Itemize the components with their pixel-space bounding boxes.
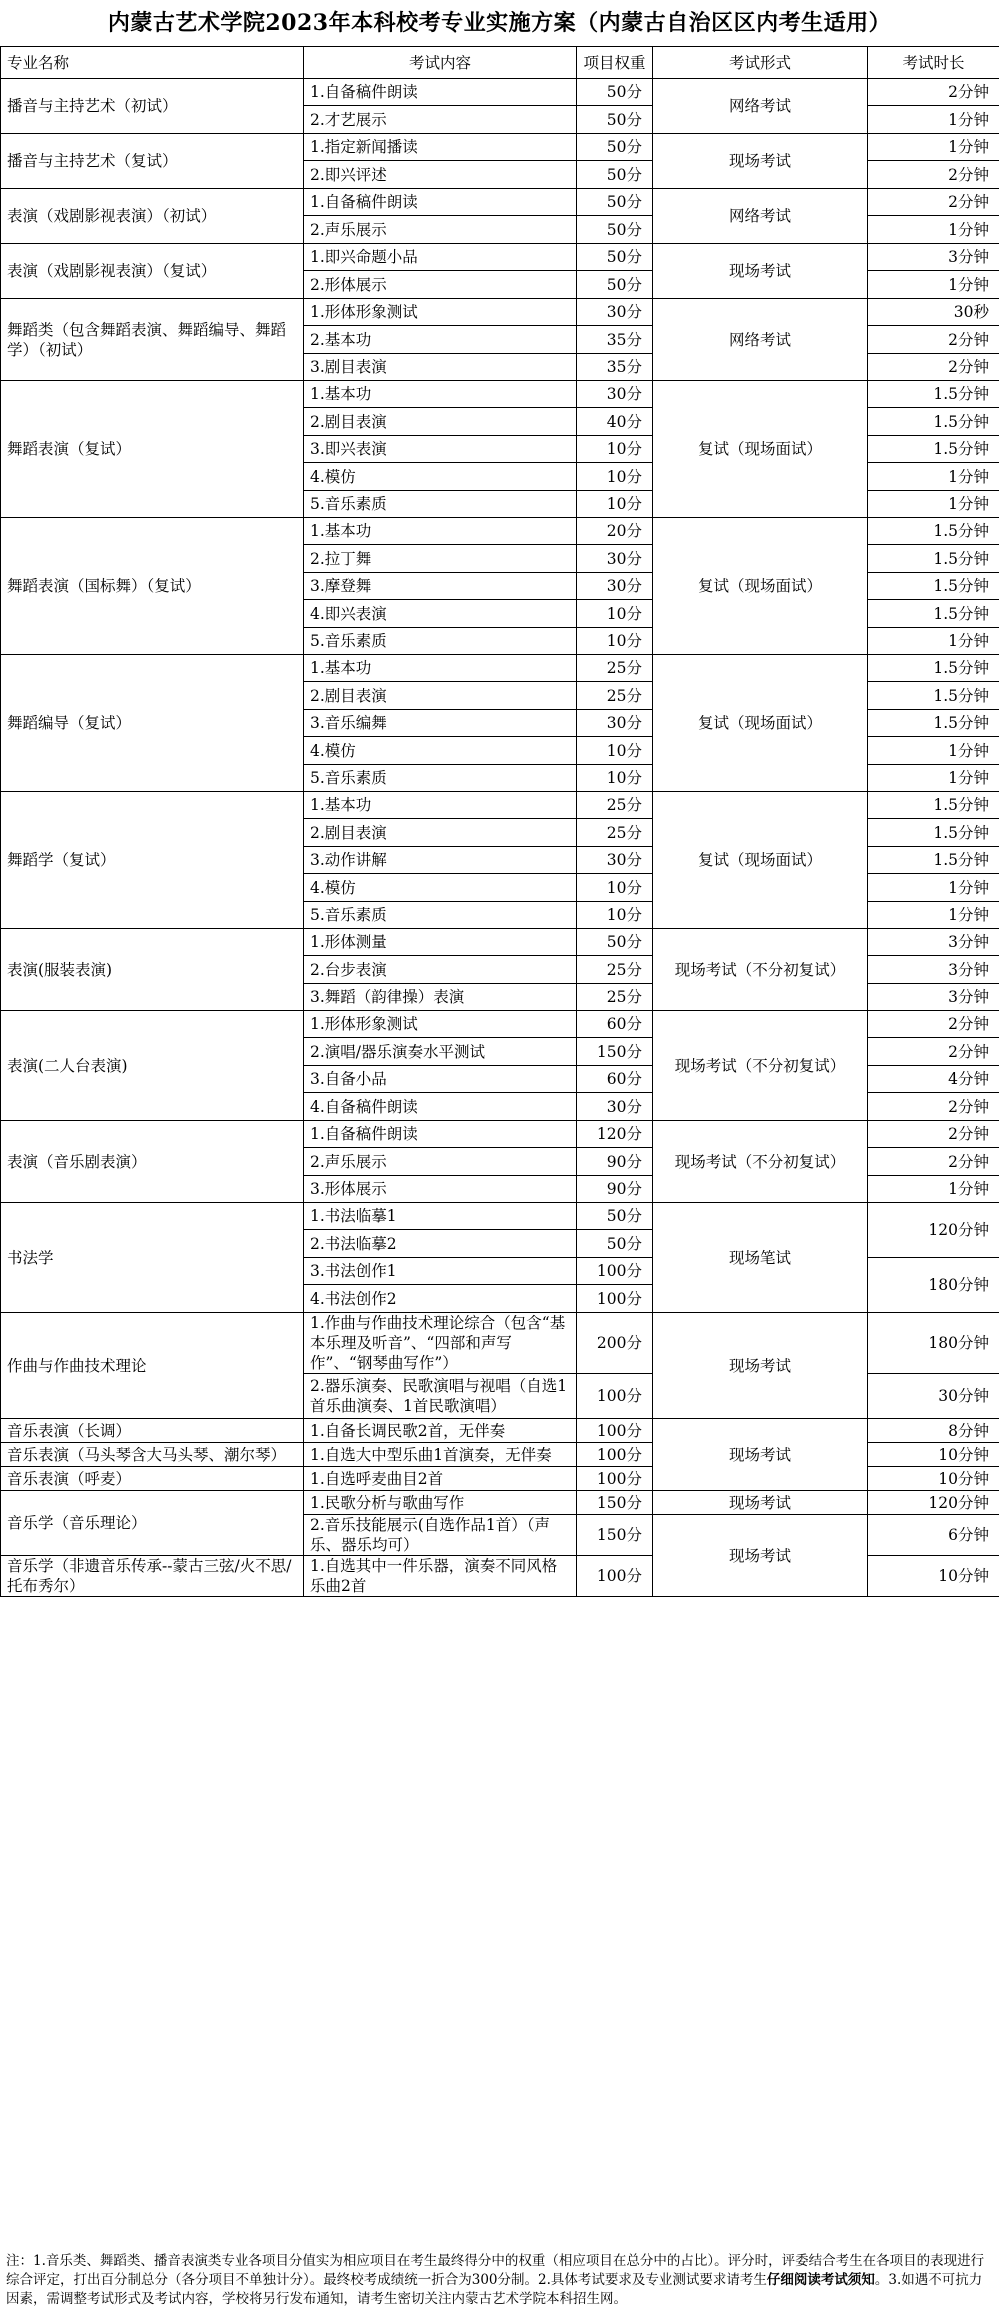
duration-cell: 3分钟 <box>868 929 999 956</box>
weight-cell: 35分 <box>577 354 653 381</box>
duration-cell: 2分钟 <box>868 1038 999 1066</box>
format-cell: 复试（现场面试） <box>653 655 868 792</box>
table-row <box>1 244 999 271</box>
duration-cell: 2分钟 <box>868 1121 999 1148</box>
content-cell: 3.摩登舞 <box>304 573 577 600</box>
table-row <box>1 79 999 106</box>
content-cell: 4.模仿 <box>304 737 577 765</box>
duration-cell: 6分钟 <box>868 1515 999 1556</box>
duration-cell: 1.5分钟 <box>868 381 999 408</box>
content-cell: 3.书法创作1 <box>304 1258 577 1285</box>
duration-cell: 1分钟 <box>868 628 999 655</box>
content-cell: 1.基本功 <box>304 381 577 408</box>
table-row <box>1 1491 999 1515</box>
table-row <box>1 381 999 408</box>
content-cell: 1.基本功 <box>304 518 577 545</box>
weight-cell: 30分 <box>577 1093 653 1121</box>
weight-cell: 25分 <box>577 956 653 984</box>
major-cell: 音乐学（音乐理论） <box>1 1491 304 1556</box>
weight-cell: 50分 <box>577 1230 653 1258</box>
duration-cell: 1分钟 <box>868 216 999 244</box>
weight-cell: 60分 <box>577 1066 653 1093</box>
weight-cell: 100分 <box>577 1419 653 1443</box>
weight-cell: 30分 <box>577 573 653 600</box>
weight-cell: 10分 <box>577 436 653 463</box>
duration-cell: 1分钟 <box>868 765 999 792</box>
major-cell: 表演（音乐剧表演） <box>1 1121 304 1203</box>
table-row <box>1 299 999 326</box>
table-row <box>1 1203 999 1230</box>
content-cell: 2.音乐技能展示(自选作品1首）（声乐、器乐均可） <box>304 1515 577 1556</box>
weight-cell: 200分 <box>577 1313 653 1374</box>
table-row <box>1 1121 999 1148</box>
weight-cell: 60分 <box>577 1011 653 1038</box>
weight-cell: 90分 <box>577 1148 653 1176</box>
duration-cell: 3分钟 <box>868 984 999 1011</box>
content-cell: 1.形体形象测试 <box>304 299 577 326</box>
table-row <box>1 518 999 545</box>
weight-cell: 100分 <box>577 1285 653 1313</box>
header-content: 考试内容 <box>304 47 577 79</box>
major-cell: 书法学 <box>1 1203 304 1313</box>
weight-cell: 100分 <box>577 1374 653 1419</box>
content-cell: 5.音乐素质 <box>304 765 577 792</box>
format-cell: 网络考试 <box>653 299 868 381</box>
content-cell: 1.自备稿件朗读 <box>304 189 577 216</box>
weight-cell: 10分 <box>577 463 653 491</box>
content-cell: 2.声乐展示 <box>304 1148 577 1176</box>
duration-cell: 120分钟 <box>868 1491 999 1515</box>
format-cell: 现场考试（不分初复试） <box>653 1011 868 1121</box>
major-cell: 音乐学（非遗音乐传承--蒙古三弦/火不思/托布秀尔） <box>1 1556 304 1597</box>
weight-cell: 150分 <box>577 1515 653 1556</box>
major-cell: 播音与主持艺术（初试） <box>1 79 304 134</box>
duration-cell: 8分钟 <box>868 1419 999 1443</box>
weight-cell: 30分 <box>577 381 653 408</box>
major-cell: 表演(服装表演) <box>1 929 304 1011</box>
content-cell: 2.形体展示 <box>304 271 577 299</box>
duration-cell: 1.5分钟 <box>868 847 999 874</box>
content-cell: 1.自备稿件朗读 <box>304 1121 577 1148</box>
format-cell: 现场笔试 <box>653 1203 868 1313</box>
weight-cell: 50分 <box>577 244 653 271</box>
duration-cell: 1.5分钟 <box>868 710 999 737</box>
footnote <box>0 2246 999 2309</box>
major-cell: 舞蹈学（复试） <box>1 792 304 929</box>
format-cell: 网络考试 <box>653 79 868 134</box>
duration-cell: 1分钟 <box>868 902 999 929</box>
content-cell: 1.作曲与作曲技术理论综合（包含“基本乐理及听音”、“四部和声写作”、“钢琴曲写作”） <box>304 1313 577 1374</box>
format-cell: 现场考试 <box>653 134 868 189</box>
content-cell: 4.模仿 <box>304 874 577 902</box>
duration-cell: 10分钟 <box>868 1556 999 1597</box>
content-cell: 1.形体测量 <box>304 929 577 956</box>
format-cell: 现场考试（不分初复试） <box>653 1121 868 1203</box>
duration-cell: 1.5分钟 <box>868 573 999 600</box>
major-cell: 表演(二人台表演) <box>1 1011 304 1121</box>
duration-cell: 4分钟 <box>868 1066 999 1093</box>
header-format: 考试形式 <box>653 47 868 79</box>
major-cell: 舞蹈类（包含舞蹈表演、舞蹈编导、舞蹈学）（初试） <box>1 299 304 381</box>
content-cell: 2.书法临摹2 <box>304 1230 577 1258</box>
weight-cell: 30分 <box>577 545 653 573</box>
content-cell: 2.演唱/器乐演奏水平测试 <box>304 1038 577 1066</box>
weight-cell: 10分 <box>577 874 653 902</box>
weight-cell: 50分 <box>577 189 653 216</box>
footnote-text-1: 注：1.音乐类、舞蹈类、播音表演类专业各项目分值实为相应项目在考生最终得分中的权重（相应项目在总分中的占比）。评分时，评委结合考生在各项目的表现进行综合评定，打出百分制总分（各分项目不单独计分）。最终校考成绩统一折合为300分制。2.具体考试要求及专业测试要求请考生 <box>6 2253 985 2288</box>
duration-cell: 1.5分钟 <box>868 436 999 463</box>
duration-cell: 2分钟 <box>868 326 999 354</box>
weight-cell: 50分 <box>577 216 653 244</box>
duration-cell: 1分钟 <box>868 1176 999 1203</box>
major-cell: 音乐表演（马头琴含大马头琴、潮尔琴） <box>1 1443 304 1467</box>
major-cell: 舞蹈表演（复试） <box>1 381 304 518</box>
content-cell: 3.剧目表演 <box>304 354 577 381</box>
duration-cell: 2分钟 <box>868 189 999 216</box>
format-cell: 复试（现场面试） <box>653 792 868 929</box>
header-duration: 考试时长 <box>868 47 999 79</box>
format-cell: 现场考试（不分初复试） <box>653 929 868 1011</box>
duration-cell: 2分钟 <box>868 79 999 106</box>
table-row <box>1 134 999 161</box>
weight-cell: 90分 <box>577 1176 653 1203</box>
weight-cell: 30分 <box>577 847 653 874</box>
content-cell: 3.音乐编舞 <box>304 710 577 737</box>
duration-cell: 2分钟 <box>868 354 999 381</box>
content-cell: 2.剧目表演 <box>304 682 577 710</box>
weight-cell: 25分 <box>577 655 653 682</box>
table-row <box>1 929 999 956</box>
duration-cell: 1分钟 <box>868 106 999 134</box>
weight-cell: 100分 <box>577 1467 653 1491</box>
table-row <box>1 792 999 819</box>
content-cell: 5.音乐素质 <box>304 628 577 655</box>
content-cell: 1.即兴命题小品 <box>304 244 577 271</box>
content-cell: 1.自选其中一件乐器，演奏不同风格乐曲2首 <box>304 1556 577 1597</box>
weight-cell: 35分 <box>577 326 653 354</box>
document-title: 内蒙古艺术学院2023年本科校考专业实施方案（内蒙古自治区区内考生适用） <box>107 10 892 36</box>
content-cell: 4.书法创作2 <box>304 1285 577 1313</box>
content-cell: 5.音乐素质 <box>304 491 577 518</box>
table-row <box>1 1313 999 1374</box>
content-cell: 3.形体展示 <box>304 1176 577 1203</box>
format-cell: 网络考试 <box>653 189 868 244</box>
table-header-row <box>1 47 999 79</box>
weight-cell: 30分 <box>577 299 653 326</box>
content-cell: 4.即兴表演 <box>304 600 577 628</box>
weight-cell: 25分 <box>577 819 653 847</box>
duration-cell: 1分钟 <box>868 134 999 161</box>
major-cell: 舞蹈表演（国标舞）（复试） <box>1 518 304 655</box>
weight-cell: 120分 <box>577 1121 653 1148</box>
content-cell: 1.民歌分析与歌曲写作 <box>304 1491 577 1515</box>
major-cell: 音乐表演（长调） <box>1 1419 304 1443</box>
duration-cell: 2分钟 <box>868 1011 999 1038</box>
duration-cell: 1.5分钟 <box>868 600 999 628</box>
weight-cell: 10分 <box>577 902 653 929</box>
content-cell: 1.书法临摹1 <box>304 1203 577 1230</box>
weight-cell: 100分 <box>577 1443 653 1467</box>
content-cell: 3.自备小品 <box>304 1066 577 1093</box>
major-cell: 播音与主持艺术（复试） <box>1 134 304 189</box>
major-cell: 舞蹈编导（复试） <box>1 655 304 792</box>
content-cell: 2.拉丁舞 <box>304 545 577 573</box>
content-cell: 1.自选呼麦曲目2首 <box>304 1467 577 1491</box>
content-cell: 2.剧目表演 <box>304 819 577 847</box>
exam-scheme-table <box>0 46 999 1597</box>
duration-cell: 10分钟 <box>868 1467 999 1491</box>
content-cell: 1.基本功 <box>304 655 577 682</box>
content-cell: 2.台步表演 <box>304 956 577 984</box>
format-cell: 现场考试 <box>653 1419 868 1491</box>
weight-cell: 40分 <box>577 408 653 436</box>
format-cell: 现场考试 <box>653 1515 868 1597</box>
content-cell: 3.即兴表演 <box>304 436 577 463</box>
major-cell: 表演（戏剧影视表演）（复试） <box>1 244 304 299</box>
content-cell: 1.基本功 <box>304 792 577 819</box>
duration-cell: 1分钟 <box>868 737 999 765</box>
duration-cell: 1.5分钟 <box>868 819 999 847</box>
duration-cell: 30秒 <box>868 299 999 326</box>
duration-cell: 180分钟 <box>868 1258 999 1313</box>
major-cell: 音乐表演（呼麦） <box>1 1467 304 1491</box>
table-row <box>1 1419 999 1443</box>
duration-cell: 1分钟 <box>868 463 999 491</box>
content-cell: 4.自备稿件朗读 <box>304 1093 577 1121</box>
format-cell: 现场考试 <box>653 244 868 299</box>
weight-cell: 50分 <box>577 1203 653 1230</box>
content-cell: 2.剧目表演 <box>304 408 577 436</box>
duration-cell: 1.5分钟 <box>868 518 999 545</box>
weight-cell: 10分 <box>577 600 653 628</box>
duration-cell: 3分钟 <box>868 244 999 271</box>
duration-cell: 1分钟 <box>868 491 999 518</box>
duration-cell: 2分钟 <box>868 1093 999 1121</box>
weight-cell: 10分 <box>577 628 653 655</box>
weight-cell: 50分 <box>577 271 653 299</box>
major-cell: 表演（戏剧影视表演）（初试） <box>1 189 304 244</box>
content-cell: 3.动作讲解 <box>304 847 577 874</box>
footnote-text-2: 。3.如遇不可抗力因素，需调整考试形式及考试内容，学校将另行发布通知，请考生密切关注内蒙古艺术学院本科招生网。 <box>6 2272 983 2307</box>
duration-cell: 180分钟 <box>868 1313 999 1374</box>
weight-cell: 100分 <box>577 1556 653 1597</box>
weight-cell: 25分 <box>577 682 653 710</box>
content-cell: 2.器乐演奏、民歌演唱与视唱（自选1首乐曲演奏、1首民歌演唱） <box>304 1374 577 1419</box>
table-row <box>1 1011 999 1038</box>
duration-cell: 10分钟 <box>868 1443 999 1467</box>
weight-cell: 10分 <box>577 491 653 518</box>
content-cell: 1.自备稿件朗读 <box>304 79 577 106</box>
format-cell: 复试（现场面试） <box>653 518 868 655</box>
content-cell: 5.音乐素质 <box>304 902 577 929</box>
major-cell: 作曲与作曲技术理论 <box>1 1313 304 1419</box>
format-cell: 复试（现场面试） <box>653 381 868 518</box>
duration-cell: 2分钟 <box>868 1148 999 1176</box>
duration-cell: 1.5分钟 <box>868 682 999 710</box>
content-cell: 3.舞蹈（韵律操）表演 <box>304 984 577 1011</box>
header-major: 专业名称 <box>1 47 304 79</box>
weight-cell: 50分 <box>577 134 653 161</box>
duration-cell: 2分钟 <box>868 161 999 189</box>
weight-cell: 150分 <box>577 1038 653 1066</box>
duration-cell: 120分钟 <box>868 1203 999 1258</box>
weight-cell: 50分 <box>577 79 653 106</box>
duration-cell: 1分钟 <box>868 874 999 902</box>
weight-cell: 10分 <box>577 737 653 765</box>
table-row <box>1 189 999 216</box>
duration-cell: 30分钟 <box>868 1374 999 1419</box>
weight-cell: 25分 <box>577 792 653 819</box>
content-cell: 2.即兴评述 <box>304 161 577 189</box>
format-cell: 现场考试 <box>653 1491 868 1515</box>
weight-cell: 30分 <box>577 710 653 737</box>
content-cell: 2.声乐展示 <box>304 216 577 244</box>
weight-cell: 20分 <box>577 518 653 545</box>
weight-cell: 10分 <box>577 765 653 792</box>
content-cell: 1.指定新闻播读 <box>304 134 577 161</box>
weight-cell: 50分 <box>577 161 653 189</box>
duration-cell: 1.5分钟 <box>868 792 999 819</box>
duration-cell: 1.5分钟 <box>868 655 999 682</box>
weight-cell: 150分 <box>577 1491 653 1515</box>
format-cell: 现场考试 <box>653 1313 868 1419</box>
content-cell: 1.自备长调民歌2首，无伴奏 <box>304 1419 577 1443</box>
footnote-bold-text: 仔细阅读考试须知 <box>766 2272 875 2288</box>
header-weight: 项目权重 <box>577 47 653 79</box>
table-row <box>1 655 999 682</box>
content-cell: 1.自选大中型乐曲1首演奏，无伴奏 <box>304 1443 577 1467</box>
duration-cell: 1.5分钟 <box>868 545 999 573</box>
weight-cell: 50分 <box>577 929 653 956</box>
weight-cell: 50分 <box>577 106 653 134</box>
weight-cell: 100分 <box>577 1258 653 1285</box>
content-cell: 4.模仿 <box>304 463 577 491</box>
duration-cell: 1.5分钟 <box>868 408 999 436</box>
content-cell: 2.基本功 <box>304 326 577 354</box>
content-cell: 1.形体形象测试 <box>304 1011 577 1038</box>
duration-cell: 3分钟 <box>868 956 999 984</box>
content-cell: 2.才艺展示 <box>304 106 577 134</box>
duration-cell: 1分钟 <box>868 271 999 299</box>
weight-cell: 25分 <box>577 984 653 1011</box>
